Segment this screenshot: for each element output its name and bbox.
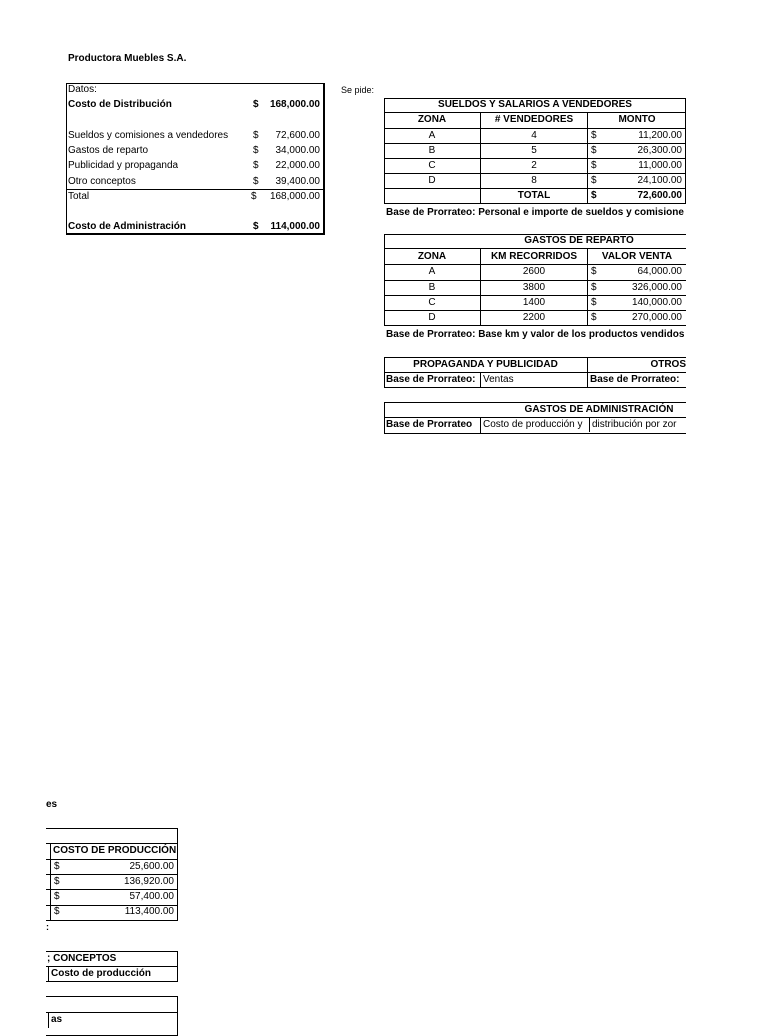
datos-label-total: Total: [68, 191, 90, 202]
sueldos-monto: 24,100.00: [637, 175, 682, 186]
datos-label-publicidad: Publicidad y propaganda: [68, 160, 179, 171]
reparto-zona: B: [428, 282, 436, 293]
fragment-colon: :: [46, 922, 49, 932]
sueldos-title: SUELDOS Y SALARIOS A VENDEDORES: [384, 98, 686, 113]
datos-label-costo-distribucion: Costo de Distribución: [68, 99, 172, 110]
costo-currency: $: [54, 891, 60, 902]
reparto-title: GASTOS DE REPARTO: [384, 234, 686, 249]
reparto-km: 2600: [522, 266, 546, 277]
sueldos-num: 2: [531, 160, 537, 171]
sueldos-base: Base de Prorrateo: Personal e importe de sueldos y comisione: [386, 207, 684, 218]
reparto-currency: $: [591, 282, 597, 293]
conceptos-header: ; CONCEPTOS: [47, 953, 117, 964]
sueldos-zona: B: [428, 145, 436, 156]
reparto-currency: $: [591, 312, 597, 323]
reparto-currency: $: [591, 266, 597, 277]
reparto-km: 3800: [522, 282, 546, 293]
otros-title: OTROS: [650, 359, 686, 370]
sueldos-header-vendedores: # VENDEDORES: [494, 114, 574, 125]
reparto-base: Base de Prorrateo: Base km y valor de los productos vendidos: [386, 329, 685, 340]
reparto-header-valor: VALOR VENTA: [601, 251, 673, 262]
costo-produccion-header: COSTO DE PRODUCCIÓN: [53, 845, 177, 856]
sueldos-num: 4: [531, 130, 537, 141]
sueldos-zona: D: [428, 175, 436, 186]
sueldos-total-currency: $: [591, 190, 597, 201]
datos-label-sueldos: Sueldos y comisiones a vendedores: [68, 130, 229, 141]
reparto-header-km: KM RECORRIDOS: [490, 251, 578, 262]
datos-title: Datos:: [68, 84, 97, 95]
datos-amount: 22,000.00: [275, 160, 320, 171]
datos-currency: $: [253, 130, 259, 141]
sueldos-header-monto: MONTO: [618, 114, 656, 125]
administracion-base-value: Costo de producción y: [483, 419, 583, 430]
propaganda-base-value: Ventas: [483, 374, 514, 385]
sueldos-monto: 11,200.00: [638, 130, 682, 141]
costo-currency: $: [54, 906, 60, 917]
datos-amount: 114,000.00: [270, 221, 320, 232]
reparto-valor: 326,000.00: [631, 282, 682, 293]
costo-currency: $: [54, 861, 60, 872]
costo-currency: $: [54, 876, 60, 887]
datos-amount: 39,400.00: [275, 176, 320, 187]
se-pide-label: Se pide:: [341, 85, 375, 95]
costo-amount: 136,920.00: [123, 876, 174, 887]
sueldos-num: 5: [531, 145, 537, 156]
reparto-zona: A: [428, 266, 436, 277]
reparto-valor: 64,000.00: [637, 266, 682, 277]
reparto-km: 1400: [522, 297, 546, 308]
sueldos-num: 8: [531, 175, 537, 186]
propaganda-base-label: Base de Prorrateo:: [386, 374, 476, 385]
reparto-zona: C: [428, 297, 436, 308]
datos-label-otros: Otro conceptos: [68, 176, 136, 187]
costo-amount: 25,600.00: [129, 861, 174, 872]
company-title: Productora Muebles S.A.: [68, 53, 187, 64]
datos-label-costo-administracion: Costo de Administración: [68, 221, 186, 232]
reparto-valor: 270,000.00: [631, 312, 682, 323]
administracion-base-label: Base de Prorrateo: [386, 419, 473, 430]
conceptos-value: Costo de producción: [51, 968, 151, 979]
reparto-km: 2200: [522, 312, 546, 323]
administracion-title: GASTOS DE ADMINISTRACIÓN: [524, 404, 674, 415]
reparto-header-zona: ZONA: [417, 251, 447, 262]
sueldos-monto: 11,000.00: [638, 160, 682, 171]
sueldos-header-zona: ZONA: [417, 114, 447, 125]
datos-currency: $: [253, 145, 259, 156]
sueldos-total: 72,600.00: [637, 190, 682, 201]
datos-currency: $: [253, 160, 259, 171]
fragment-as: as: [51, 1014, 63, 1025]
propaganda-title: PROPAGANDA Y PUBLICIDAD: [413, 359, 558, 370]
datos-currency: $: [251, 191, 257, 202]
sueldos-currency: $: [591, 130, 597, 141]
sueldos-currency: $: [591, 175, 597, 186]
datos-currency: $: [253, 221, 259, 232]
sueldos-zona: A: [428, 130, 436, 141]
datos-amount: 34,000.00: [275, 145, 320, 156]
otros-base-label: Base de Prorrateo:: [590, 374, 680, 385]
datos-amount: 168,000.00: [269, 99, 320, 110]
col-divider: [50, 843, 51, 921]
sueldos-total-label: TOTAL: [517, 190, 551, 201]
costo-amount: 57,400.00: [129, 891, 174, 902]
reparto-zona: D: [428, 312, 436, 323]
reparto-currency: $: [591, 297, 597, 308]
datos-currency: $: [253, 176, 259, 187]
reparto-valor: 140,000.00: [631, 297, 682, 308]
datos-amount: 168,000.00: [269, 191, 320, 202]
sueldos-zona: C: [428, 160, 436, 171]
datos-currency: $: [253, 99, 259, 110]
fragment-es: es: [46, 799, 58, 810]
fragment-box: [46, 828, 178, 844]
datos-label-gastos-reparto: Gastos de reparto: [68, 145, 149, 156]
sueldos-currency: $: [591, 160, 597, 171]
sueldos-monto: 26,300.00: [637, 145, 682, 156]
datos-amount: 72,600.00: [275, 130, 320, 141]
sueldos-currency: $: [591, 145, 597, 156]
administracion-base-value2: distribución por zor: [589, 418, 686, 432]
costo-amount: 113,400.00: [124, 906, 174, 917]
